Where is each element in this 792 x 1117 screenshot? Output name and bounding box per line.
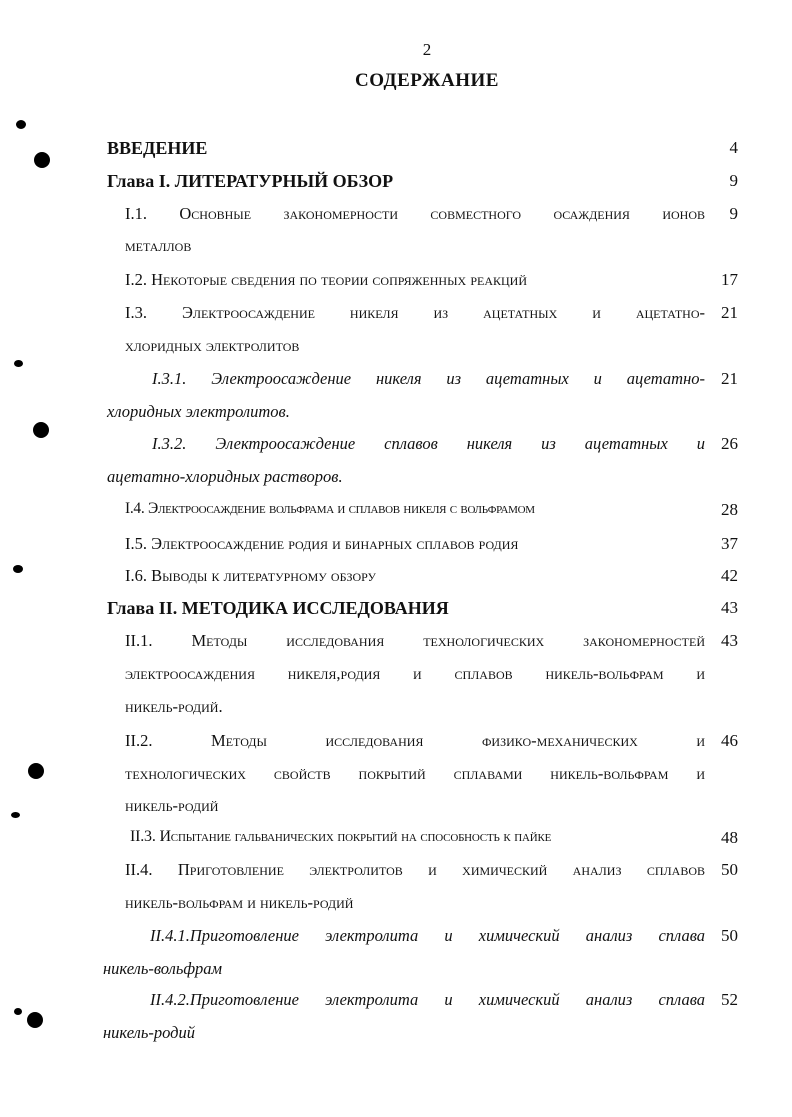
toc-entry-1-4: I.4. Электроосаждение вольфрама и сплавов никеля с вольфрамом bbox=[125, 500, 535, 517]
toc-entry-1-3-1: I.3.1. Электроосаждение никеля из ацетатных и ацетатно- bbox=[152, 369, 705, 388]
toc-entry-1-3-1-cont: хлоридных электролитов. bbox=[107, 402, 290, 421]
scan-blot bbox=[11, 812, 20, 818]
toc-entry-1-3-cont: хлоридных электролитов bbox=[125, 336, 300, 355]
page-number: 2 bbox=[422, 40, 432, 59]
scan-blot bbox=[27, 1012, 43, 1028]
toc-page-1-2: 17 bbox=[721, 270, 738, 289]
toc-entry-2-4-2: II.4.2.Приготовление электролита и химический анализ сплава bbox=[150, 990, 705, 1009]
toc-entry-1-1-cont: металлов bbox=[125, 236, 192, 255]
toc-entry-2-1: II.1. Методы исследования технологических закономерностей bbox=[125, 631, 705, 650]
toc-entry-2-4-1: II.4.1.Приготовление электролита и химический анализ сплава bbox=[150, 926, 705, 945]
toc-page-2-1: 43 bbox=[721, 631, 738, 650]
toc-page-1-1: 9 bbox=[729, 204, 738, 223]
toc-page-1-3: 21 bbox=[721, 303, 738, 322]
toc-entry-1-3-2: I.3.2. Электроосаждение сплавов никеля из ацетатных и bbox=[152, 434, 705, 453]
toc-page-chapter-1: 9 bbox=[729, 171, 738, 190]
scan-blot bbox=[14, 360, 23, 367]
toc-page-1-5: 37 bbox=[721, 534, 738, 553]
toc-entry-1-5: I.5. Электроосаждение родия и бинарных сплавов родия bbox=[125, 534, 519, 553]
toc-entry-1-3-2-cont: ацетатно-хлоридных растворов. bbox=[107, 467, 343, 486]
toc-entry-2-4-2-cont: никель-родий bbox=[103, 1023, 195, 1042]
scan-blot bbox=[14, 1008, 22, 1015]
toc-entry-2-4: II.4. Приготовление электролитов и химический анализ сплавов bbox=[125, 860, 705, 879]
toc-page-2-4-1: 50 bbox=[721, 926, 738, 945]
toc-entry-chapter-1: Глава I. ЛИТЕРАТУРНЫЙ ОБЗОР bbox=[107, 171, 394, 191]
toc-page-2-3: 48 bbox=[721, 828, 738, 847]
scan-blot bbox=[28, 763, 44, 779]
toc-entry-2-1-cont-2: никель-родий. bbox=[125, 697, 223, 716]
toc-entry-2-2-cont-2: никель-родий bbox=[125, 796, 219, 815]
toc-page-intro: 4 bbox=[729, 138, 738, 157]
scan-blot bbox=[16, 120, 26, 129]
toc-entry-chapter-2: Глава II. МЕТОДИКА ИССЛЕДОВАНИЯ bbox=[107, 598, 449, 618]
toc-entry-2-2-cont: технологических свойств покрытий сплавами никель-вольфрам и bbox=[125, 764, 705, 783]
toc-entry-2-2: II.2. Методы исследования физико-механических и bbox=[125, 731, 705, 750]
toc-page-1-6: 42 bbox=[721, 566, 738, 585]
toc-entry-1-1: I.1. Основные закономерности совместного осаждения ионов bbox=[125, 204, 705, 223]
toc-entry-intro: ВВЕДЕНИЕ bbox=[107, 138, 208, 158]
toc-entry-1-6: I.6. Выводы к литературному обзору bbox=[125, 566, 377, 585]
toc-page-1-4: 28 bbox=[721, 500, 738, 519]
toc-entry-1-2: I.2. Некоторые сведения по теории сопряженных реакций bbox=[125, 270, 527, 289]
toc-entry-2-4-1-cont: никель-вольфрам bbox=[103, 959, 223, 978]
scan-blot bbox=[34, 152, 50, 168]
toc-page-1-3-2: 26 bbox=[721, 434, 738, 453]
toc-page-2-4-2: 52 bbox=[721, 990, 738, 1009]
toc-page-chapter-2: 43 bbox=[721, 598, 738, 617]
toc-entry-2-1-cont: электроосаждения никеля,родия и сплавов никель-вольфрам и bbox=[125, 664, 705, 683]
toc-entry-1-3: I.3. Электроосаждение никеля из ацетатных и ацетатно- bbox=[125, 303, 705, 322]
toc-entry-2-3: II.3. Испытание гальванических покрытий на способность к пайке bbox=[130, 828, 552, 845]
toc-page-2-2: 46 bbox=[721, 731, 738, 750]
toc-page-2-4: 50 bbox=[721, 860, 738, 879]
toc-page-1-3-1: 21 bbox=[721, 369, 738, 388]
scan-blot bbox=[13, 565, 23, 573]
scan-blot bbox=[33, 422, 49, 438]
page-title: СОДЕРЖАНИЕ bbox=[355, 70, 499, 91]
toc-entry-2-4-cont: никель-вольфрам и никель-родий bbox=[125, 893, 354, 912]
